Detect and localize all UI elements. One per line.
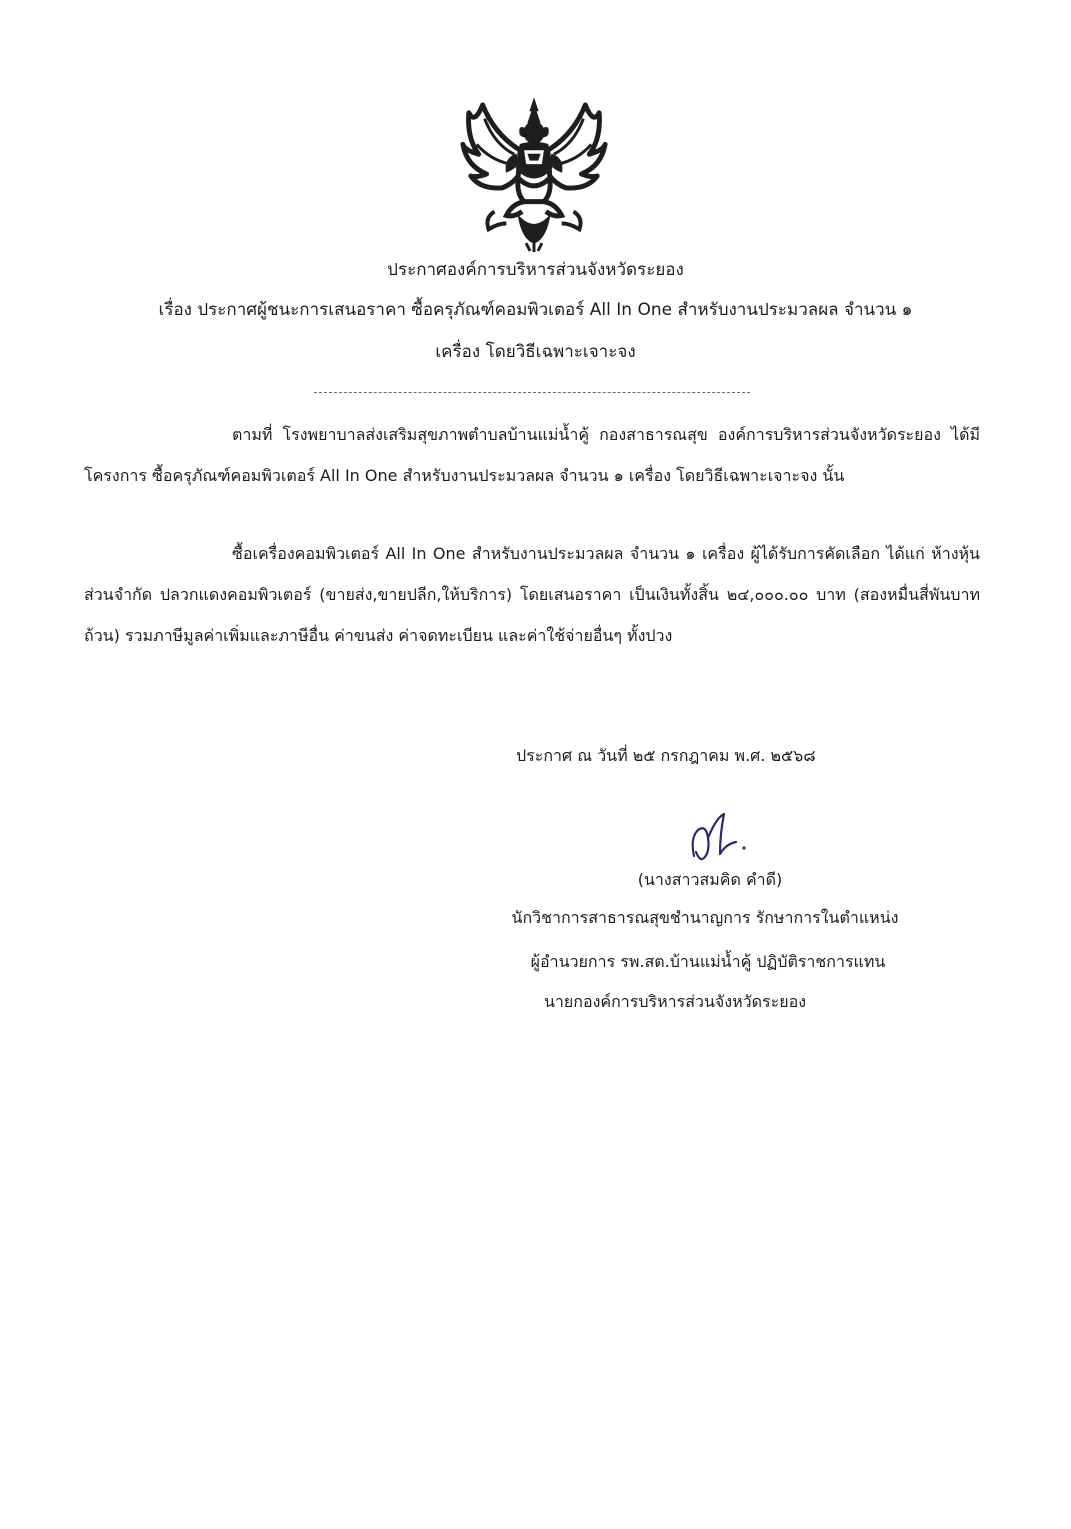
- body-paragraph-2: [84, 533, 980, 656]
- handwritten-signature: [680, 808, 770, 868]
- signatory-position-line2: ผู้อำนวยการ รพ.สต.บ้านแม่น้ำคู้ ปฏิบัติราชการแทน: [530, 952, 886, 971]
- signatory-position-line1: นักวิชาการสาธารณสุขชำนาญการ รักษาการในตำแหน่ง: [511, 908, 899, 927]
- body-paragraph-2-text: ซื้อเครื่องคอมพิวเตอร์ All In One สำหรับงานประมวลผล จำนวน ๑ เครื่อง ผู้ได้รับการคัดเลือก ได้แก่ ห้างหุ้นส่วนจำกัด ปลวกแดงคอมพิวเตอร์ (ขายส่ง,ขายปลีก,ให้บริการ) โดยเสนอราคา เป็นเงินทั้งสิ้น ๒๔,๐๐๐.๐๐ บาท (สองหมื่นสี่พันบาทถ้วน) รวมภาษีมูลค่าเพิ่มและภาษีอื่น ค่าขนส่ง ค่าจดทะเบียน และค่าใช้จ่ายอื่นๆ ทั้งปวง: [84, 544, 980, 645]
- announcement-subject-line1: เรื่อง ประกาศผู้ชนะการเสนอราคา ซื้อครุภัณฑ์คอมพิวเตอร์ All In One สำหรับงานประมวลผล จำนวน ๑: [158, 300, 913, 320]
- announcement-date: ประกาศ ณ วันที่ ๒๕ กรกฎาคม พ.ศ. ๒๕๖๘: [516, 746, 816, 765]
- announcement-organization: ประกาศองค์การบริหารส่วนจังหวัดระยอง: [387, 260, 684, 280]
- body-paragraph-1: [84, 414, 980, 496]
- announcement-subject-line2: เครื่อง โดยวิธีเฉพาะเจาะจง: [435, 342, 636, 362]
- body-paragraph-1-text: ตามที่ โรงพยาบาลส่งเสริมสุขภาพตำบลบ้านแม่น้ำคู้ กองสาธารณสุข องค์การบริหารส่วนจังหวัดระยอง ได้มีโครงการ ซื้อครุภัณฑ์คอมพิวเตอร์ All In One สำหรับงานประมวลผล จำนวน ๑ เครื่อง โดยวิธีเฉพาะเจาะจง นั้น: [84, 425, 980, 485]
- signatory-position-line3: นายกองค์การบริหารส่วนจังหวัดระยอง: [543, 992, 807, 1011]
- garuda-emblem-icon: [455, 95, 613, 253]
- signatory-name: (นางสาวสมคิด คำดี): [637, 870, 783, 889]
- header-divider: [314, 392, 750, 393]
